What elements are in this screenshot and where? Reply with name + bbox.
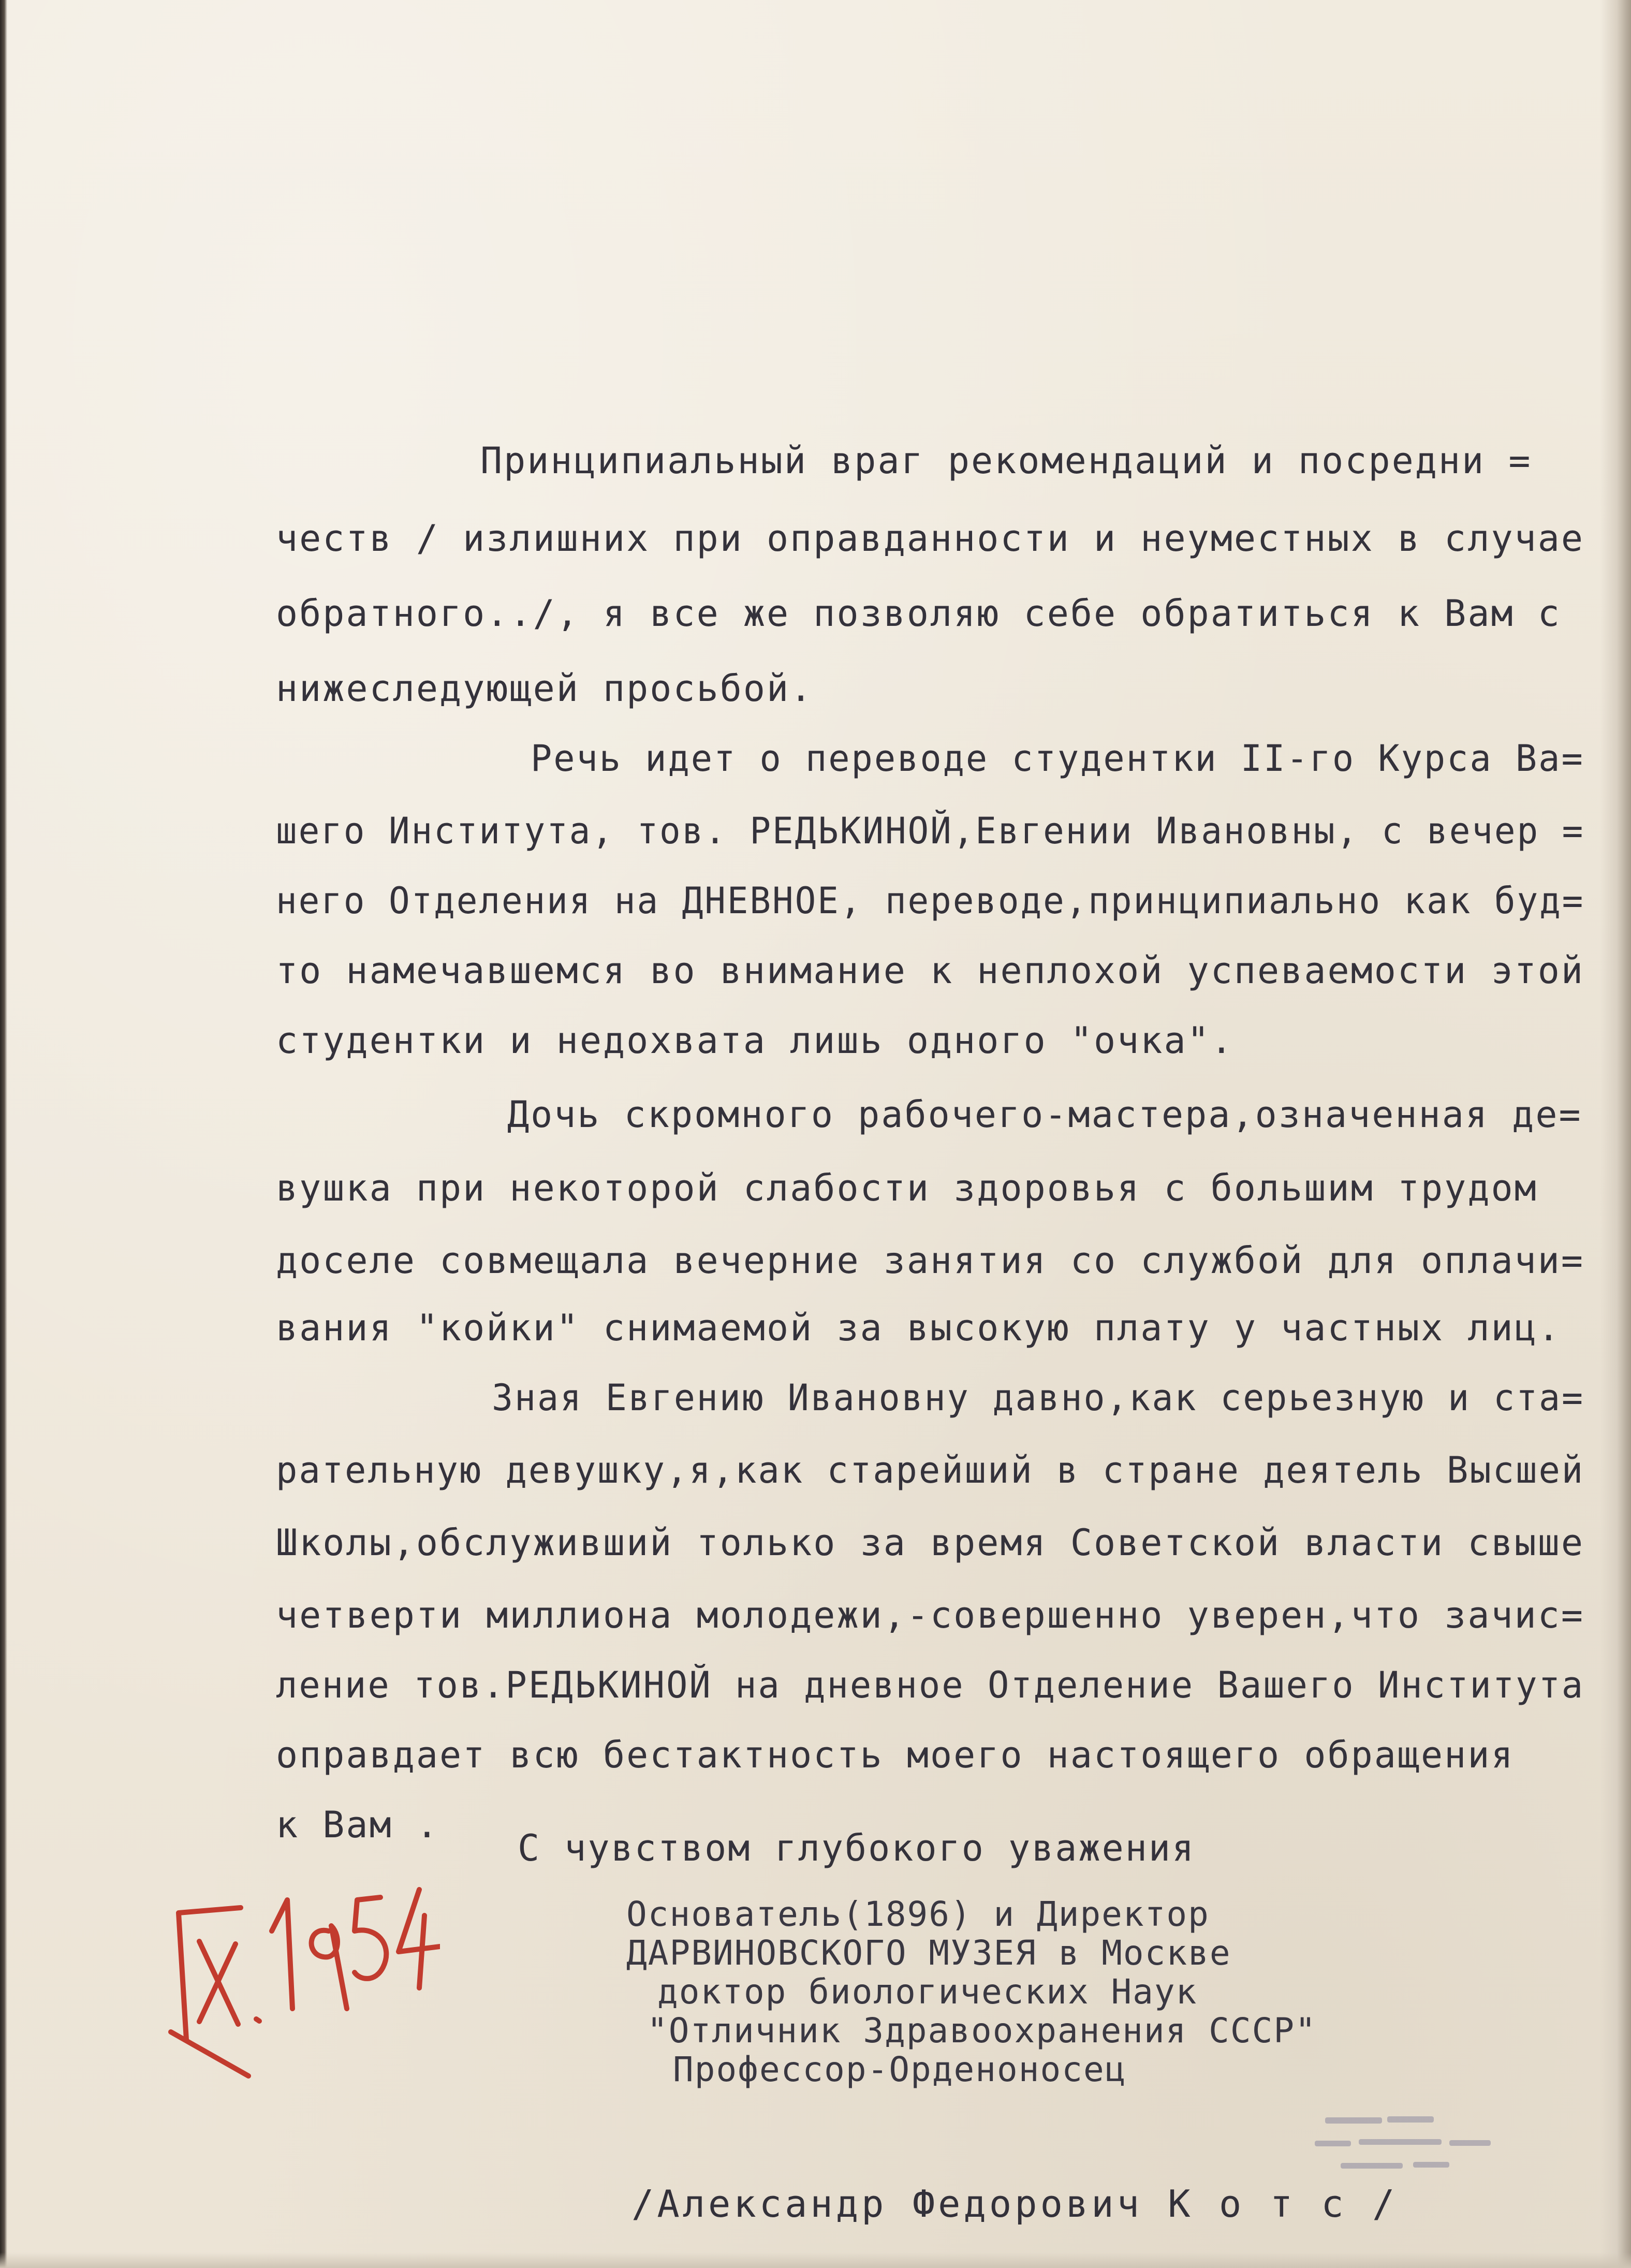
letter-line: студентки и недохвата лишь одного "очка". (276, 1019, 1234, 1062)
letter-line: доселе совмещала вечерние занятия со службой для оплачи= (276, 1239, 1585, 1282)
letter-line: вания "койки" снимаемой за высокую плату у частных лиц. (276, 1307, 1561, 1349)
letter-line: Принципиальный враг рекомендаций и посредни = (480, 440, 1532, 482)
letter-line: нижеследующей просьбой. (276, 667, 814, 710)
page-edge-left (0, 0, 7, 2268)
letter-line: шего Института, тов. РЕДЬКИНОЙ,Евгении Ивановны, с вечер = (276, 810, 1585, 852)
letter-line: оправдает всю бестактность моего настоящего обращения (276, 1734, 1515, 1776)
letter-line: к Вам . (276, 1804, 440, 1846)
letter-line: рательную девушку,я,как старейший в стране деятель Высшей (276, 1449, 1585, 1491)
letter-line: Школы,обслуживший только за время Советской власти свыше (276, 1521, 1585, 1564)
signature-title-line: "Отличник Здравоохранения СССР" (647, 2011, 1317, 2051)
letter-line: Речь идет о переводе студентки II-го Курса Ва= (531, 737, 1584, 780)
archive-stamp (1294, 2102, 1542, 2190)
signer-name: /Александр Федорович К о т с / (631, 2182, 1398, 2226)
handwritten-date-annotation (150, 1853, 440, 2123)
signature-title-line: Основатель(1896) и Директор (626, 1894, 1210, 1934)
letter-line: ление тов.РЕДЬКИНОЙ на дневное Отделение Вашего Института (276, 1664, 1585, 1706)
signature-title-line: ДАРВИНОВСКОГО МУЗЕЯ в Москве (626, 1933, 1231, 1973)
page-edge-right (1600, 0, 1631, 2268)
letter-line: вушка при некоторой слабости здоровья с большим трудом (276, 1167, 1538, 1209)
letter-line: Дочь скромного рабочего-мастера,означенная де= (507, 1093, 1582, 1136)
signature-title-line: доктор биологических Наук (657, 1972, 1198, 2012)
letter-line: Зная Евгению Ивановну давно,как серьезную и ста= (492, 1377, 1584, 1419)
letter-line: то намечавшемся во внимание к неплохой успеваемости этой (276, 949, 1585, 992)
letter-line: четверти миллиона молодежи,-совершенно уверен,что зачис= (276, 1594, 1585, 1636)
letter-line: честв / излишних при оправданности и неуместных в случае (276, 517, 1585, 560)
closing-phrase: С чувством глубокого уважения (518, 1827, 1196, 1869)
letter-line: обратного../, я все же позволяю себе обратиться к Вам с (276, 592, 1561, 635)
page-edge-bottom (0, 2252, 1631, 2268)
letter-line: него Отделения на ДНЕВНОЕ, переводе,принципиально как буд= (276, 880, 1585, 922)
signature-title-line: Профессор-Орденоносец (673, 2050, 1127, 2089)
